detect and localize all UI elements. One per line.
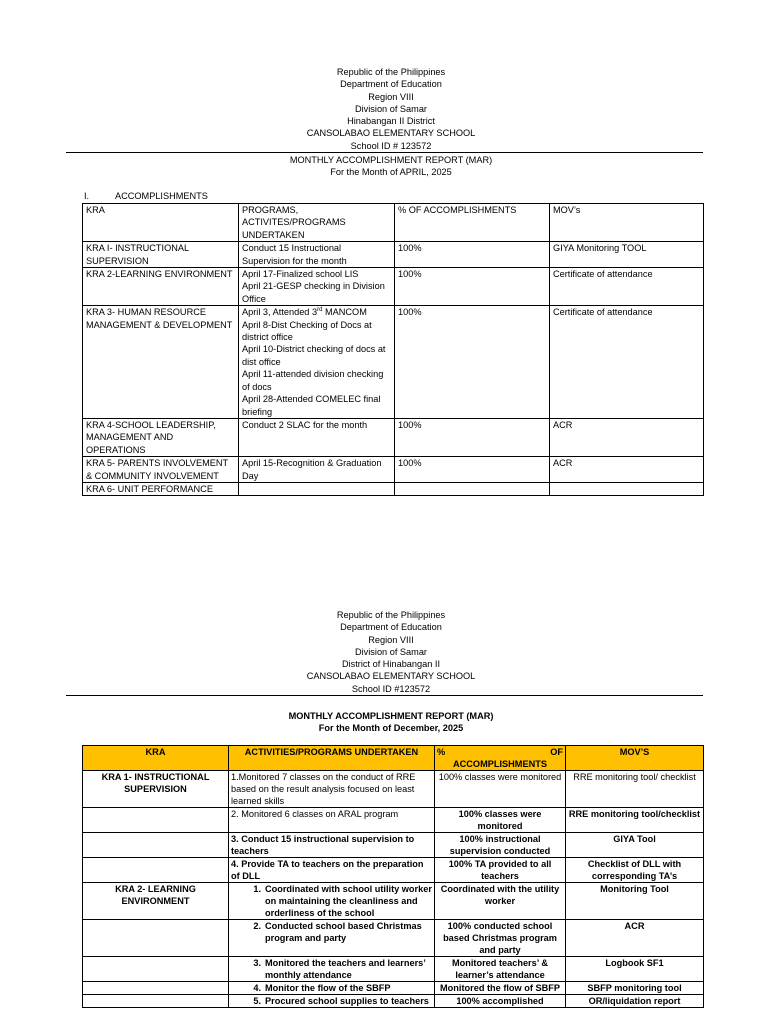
mov-cell: ACR [550,418,704,456]
report-subtitle: For the Month of December, 2025 [318,723,464,734]
item-number: 5. [253,996,261,1006]
report1-letterhead [0,66,768,152]
program-item: April 10-District checking of docs at dist office [242,344,386,367]
column-header-percent [435,746,566,771]
activity-cell: 2. Monitored 6 classes on ARAL program [229,808,435,833]
table-row [83,808,704,833]
table-row [83,418,704,456]
kra-cell: KRA 2- LEARNING ENVIRONMENT [83,883,229,920]
letterhead-line: CANSOLABAO ELEMENTARY SCHOOL [306,671,476,682]
table-header-row [83,204,704,242]
kra-cell: KRA 6- UNIT PERFORMANCE [83,482,239,495]
report-subtitle: For the Month of APRIL, 2025 [330,167,452,178]
report-title: MONTHLY ACCOMPLISHMENT REPORT (MAR) [288,711,494,721]
programs-cell: Conduct 15 Instructional Supervision for the month [239,242,395,268]
letterhead-line: School ID # 123572 [350,140,432,151]
table-row [83,858,704,883]
kra-cell [83,995,229,1008]
letterhead-line: Republic of the Philippines [336,67,446,77]
activity-cell: 4. Provide TA to teachers on the preparation of DLL [229,858,435,883]
percent-cell: 100% [395,242,550,268]
mov-cell: GIYA Monitoring TOOL [550,242,704,268]
kra-cell [83,808,229,833]
letterhead-line: Republic of the Philippines [336,610,446,620]
percent-cell: 100% accomplished [435,995,566,1008]
letterhead-line: Region VIII [368,634,414,645]
mov-cell: OR/liquidation report [566,995,704,1008]
letterhead-line: Region VIII [368,91,414,102]
kra-cell: KRA 3- HUMAN RESOURCE MANAGEMENT & DEVELOPMENT [83,306,239,419]
kra-cell: KRA 5- PARENTS INVOLVEMENT & COMMUNITY INVOLVEMENT [83,457,239,483]
table-row [83,883,704,920]
program-item: April 11-attended division checking of docs [242,369,384,392]
activity-cell [229,920,435,957]
activity-cell: 3. Conduct 15 instructional supervision to teachers [229,833,435,858]
header-divider [66,695,703,696]
column-header-movs: MOV’s [550,204,704,242]
column-header-kra: KRA [83,204,239,242]
programs-cell: Conduct 2 SLAC for the month [239,418,395,456]
kra-cell [83,957,229,982]
percent-cell: 100% instructional supervision conducted [435,833,566,858]
mov-cell: SBFP monitoring tool [566,982,704,995]
kra-cell [83,920,229,957]
report1-title-block [0,154,768,179]
table-row [83,482,704,495]
item-number: 3. [253,958,261,968]
column-header-movs: MOV’S [566,746,704,771]
activity-text: Coordinated with school utility worker on maintaining the cleanliness and orderliness of the school [265,884,432,918]
percent-cell: 100% [395,306,550,419]
program-item: April 3, Attended 3rd MANCOM [242,307,367,318]
report2-title-block [0,710,768,735]
table-row [83,833,704,858]
percent-cell: Monitored teachers’ & learner’s attendance [435,957,566,982]
kra-cell: KRA 4-SCHOOL LEADERSHIP, MANAGEMENT AND OPERATIONS [83,418,239,456]
activity-cell: 1.Monitored 7 classes on the conduct of RRE based on the result analysis focused on least learned skills [229,771,435,808]
mov-cell: Certificate of attendance [550,268,704,306]
letterhead-line: Division of Samar [355,103,427,114]
table-row [83,242,704,268]
percent-cell: 100% [395,418,550,456]
item-number: 4. [253,983,261,993]
activity-text: Monitor the flow of the SBFP [265,983,391,993]
mov-cell: RRE monitoring tool/checklist [566,808,704,833]
activity-text: Conducted school based Christmas program and party [265,921,422,943]
mov-cell: Certificate of attendance [550,306,704,419]
percent-cell: 100% TA provided to all teachers [435,858,566,883]
kra-cell: KRA I- INSTRUCTIONAL SUPERVISION [83,242,239,268]
program-item: April 17-Finalized school LIS [242,269,359,280]
item-number: 2. [253,921,261,931]
kra-cell [83,858,229,883]
mov-cell: Logbook SF1 [566,957,704,982]
percent-sign: % [437,747,446,757]
kra-cell [83,982,229,995]
percent-cell: Monitored the flow of SBFP [435,982,566,995]
report2-letterhead [0,609,768,695]
table-row [83,920,704,957]
mov-cell: Checklist of DLL with corresponding TA’s [566,858,704,883]
accomplishments-table [82,203,704,496]
activity-cell [229,957,435,982]
accomplishments-table [82,745,704,1008]
letterhead-line: Hinabangan II District [347,116,435,127]
mov-cell: ACR [566,920,704,957]
column-header-programs: PROGRAMS, ACTIVITES/PROGRAMS UNDERTAKEN [239,204,395,242]
percent-of: OF [550,747,563,757]
letterhead-line: CANSOLABAO ELEMENTARY SCHOOL [306,128,476,139]
column-header-kra: KRA [83,746,229,771]
percent-cell: 100% classes were monitored [435,771,566,808]
letterhead-line: Division of Samar [355,646,427,657]
column-header-activities: ACTIVITIES/PROGRAMS UNDERTAKEN [229,746,435,771]
letterhead-line: School ID #123572 [351,683,431,694]
letterhead-line: Department of Education [340,79,442,90]
mov-cell: Monitoring Tool [566,883,704,920]
programs-cell [239,268,395,306]
table-row [83,268,704,306]
mov-cell [550,482,704,495]
percent-cell: 100% [395,268,550,306]
column-header-percent: % OF ACCOMPLISHMENTS [395,204,550,242]
programs-cell [239,306,395,419]
section-label: ACCOMPLISHMENTS [115,191,208,201]
activity-cell [229,995,435,1008]
percent-accomplishments: ACCOMPLISHMENTS [453,759,547,769]
percent-cell: 100% conducted school based Christmas program and party [435,920,566,957]
activity-text: Procured school supplies to teachers [265,996,429,1006]
letterhead-line: District of Hinabangan II [341,659,441,670]
activity-cell [229,883,435,920]
kra-cell: KRA 2-LEARNING ENVIRONMENT [83,268,239,306]
section-number: I. [84,191,90,201]
letterhead-line: Department of Education [340,622,442,633]
kra-cell: KRA 1- INSTRUCTIONAL SUPERVISION [83,771,229,808]
percent-cell [395,482,550,495]
table-row [83,982,704,995]
program-item: April 8-Dist Checking of Docs at district office [242,319,372,343]
table-row [83,957,704,982]
mov-cell: GIYA Tool [566,833,704,858]
mov-cell: ACR [550,457,704,483]
programs-cell: April 15-Recognition & Graduation Day [239,457,395,483]
mov-cell: RRE monitoring tool/ checklist [566,771,704,808]
table-row [83,771,704,808]
program-item: April 21-GESP checking in Division Office [242,281,385,304]
programs-cell [239,482,395,495]
kra-cell [83,833,229,858]
percent-cell: 100% classes were monitored [435,808,566,833]
percent-cell: Coordinated with the utility worker [435,883,566,920]
activity-text: Monitored the teachers and learners’ monthly attendance [265,958,426,980]
table-row [83,306,704,419]
table-row [83,457,704,483]
table-header-row [83,746,704,771]
program-item: April 28-Attended COMELEC final briefing [242,394,381,417]
table-row [83,995,704,1008]
header-divider [66,152,703,153]
activity-cell [229,982,435,995]
percent-cell: 100% [395,457,550,483]
item-number: 1. [253,884,261,894]
report-title: MONTHLY ACCOMPLISHMENT REPORT (MAR) [289,155,493,165]
